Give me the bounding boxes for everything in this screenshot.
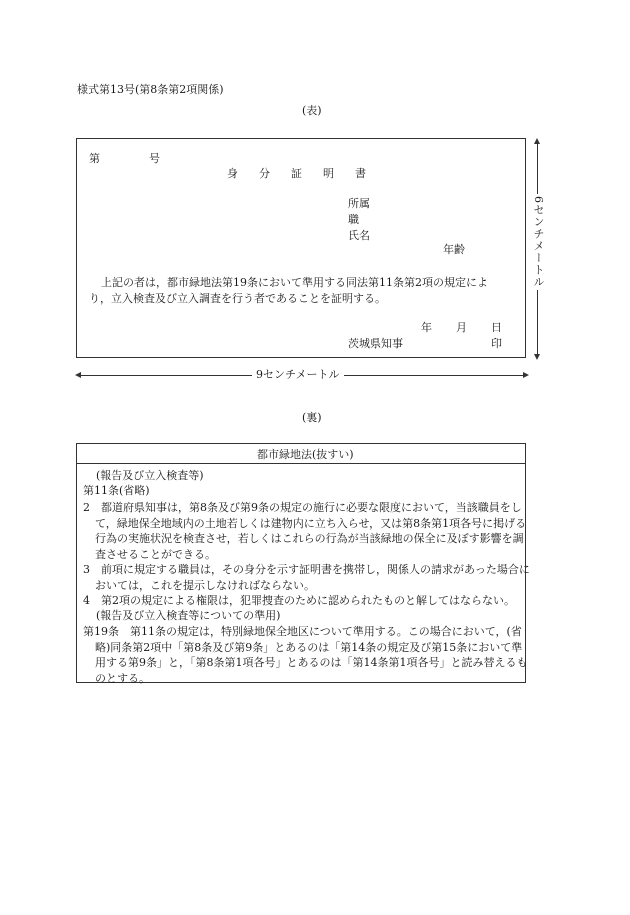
issuer: 茨城県知事 bbox=[348, 337, 403, 350]
article-11: 第11条(省略) bbox=[83, 484, 150, 497]
affiliation-label: 所属 bbox=[348, 197, 370, 210]
number-suffix: 号 bbox=[149, 152, 160, 165]
position-label: 職 bbox=[348, 213, 359, 226]
article-11-para-2: 2 都道府県知事は，第8条及び第9条の規定の施行に必要な限度において，当該職員をして，緑地保全地域内の土地若しくは建物内に立ち入らせ，又は第8条第1項各号に掲げる行為の実施状況を検査させ，若しくはこれらの行為が当該緑地の保全に及ぼす影響を調査させることができる。 bbox=[83, 501, 527, 561]
back-label: (裏) bbox=[302, 411, 322, 424]
article-11-para-3: 3 前項に規定する職員は，その身分を示す証明書を携帯し，関係人の請求があった場合においては，これを提示しなければならない。 bbox=[83, 563, 530, 592]
article-19: 第19条 第11条の規定は，特別緑地保全地区について準用する。この場合において，(省略)同条第2項中「第8条及び第9条」とあるのは「第14条の規定及び第15条において準用する第9条」と，「第8条第1項各号」とあるのは「第14条第1項各号」と読み替えるものとする。 bbox=[83, 625, 528, 685]
width-dimension-label: 9センチメートル bbox=[252, 368, 344, 382]
arrow-up-icon bbox=[534, 138, 540, 144]
caption-report-inspection: (報告及び立入検査等) bbox=[96, 469, 204, 482]
arrow-down-icon bbox=[534, 354, 540, 360]
form-id: 様式第13号(第8条第2項関係) bbox=[77, 83, 224, 96]
age-label: 年齢 bbox=[443, 243, 465, 256]
arrow-left-icon bbox=[75, 372, 81, 378]
front-label: (表) bbox=[302, 104, 322, 117]
law-excerpt-title: 都市緑地法(抜すい) bbox=[257, 448, 354, 461]
seal-mark: 印 bbox=[491, 337, 502, 350]
certification-line-2: り，立入検査及び立入調査を行う者であることを証明する。 bbox=[89, 292, 386, 305]
name-label: 氏名 bbox=[348, 229, 370, 242]
arrow-right-icon bbox=[523, 372, 529, 378]
date-month: 月 bbox=[456, 321, 467, 334]
certification-line-1: 上記の者は，都市緑地法第19条において準用する同法第11条第2項の規定によ bbox=[101, 276, 488, 289]
card-title: 身分証明書 bbox=[227, 167, 387, 180]
title-divider bbox=[77, 463, 525, 464]
id-card-back bbox=[76, 443, 530, 685]
id-card-front bbox=[76, 138, 526, 358]
height-dimension-label: 6センチメートル bbox=[532, 196, 545, 288]
number-prefix: 第 bbox=[89, 152, 100, 165]
caption-applicability: (報告及び立入検査等についての準用) bbox=[96, 609, 281, 622]
date-day: 日 bbox=[491, 321, 502, 334]
date-year: 年 bbox=[421, 321, 432, 334]
article-11-para-4: 4 第2項の規定による権限は，犯罪捜査のために認められたものと解してはならない。 bbox=[83, 594, 515, 607]
